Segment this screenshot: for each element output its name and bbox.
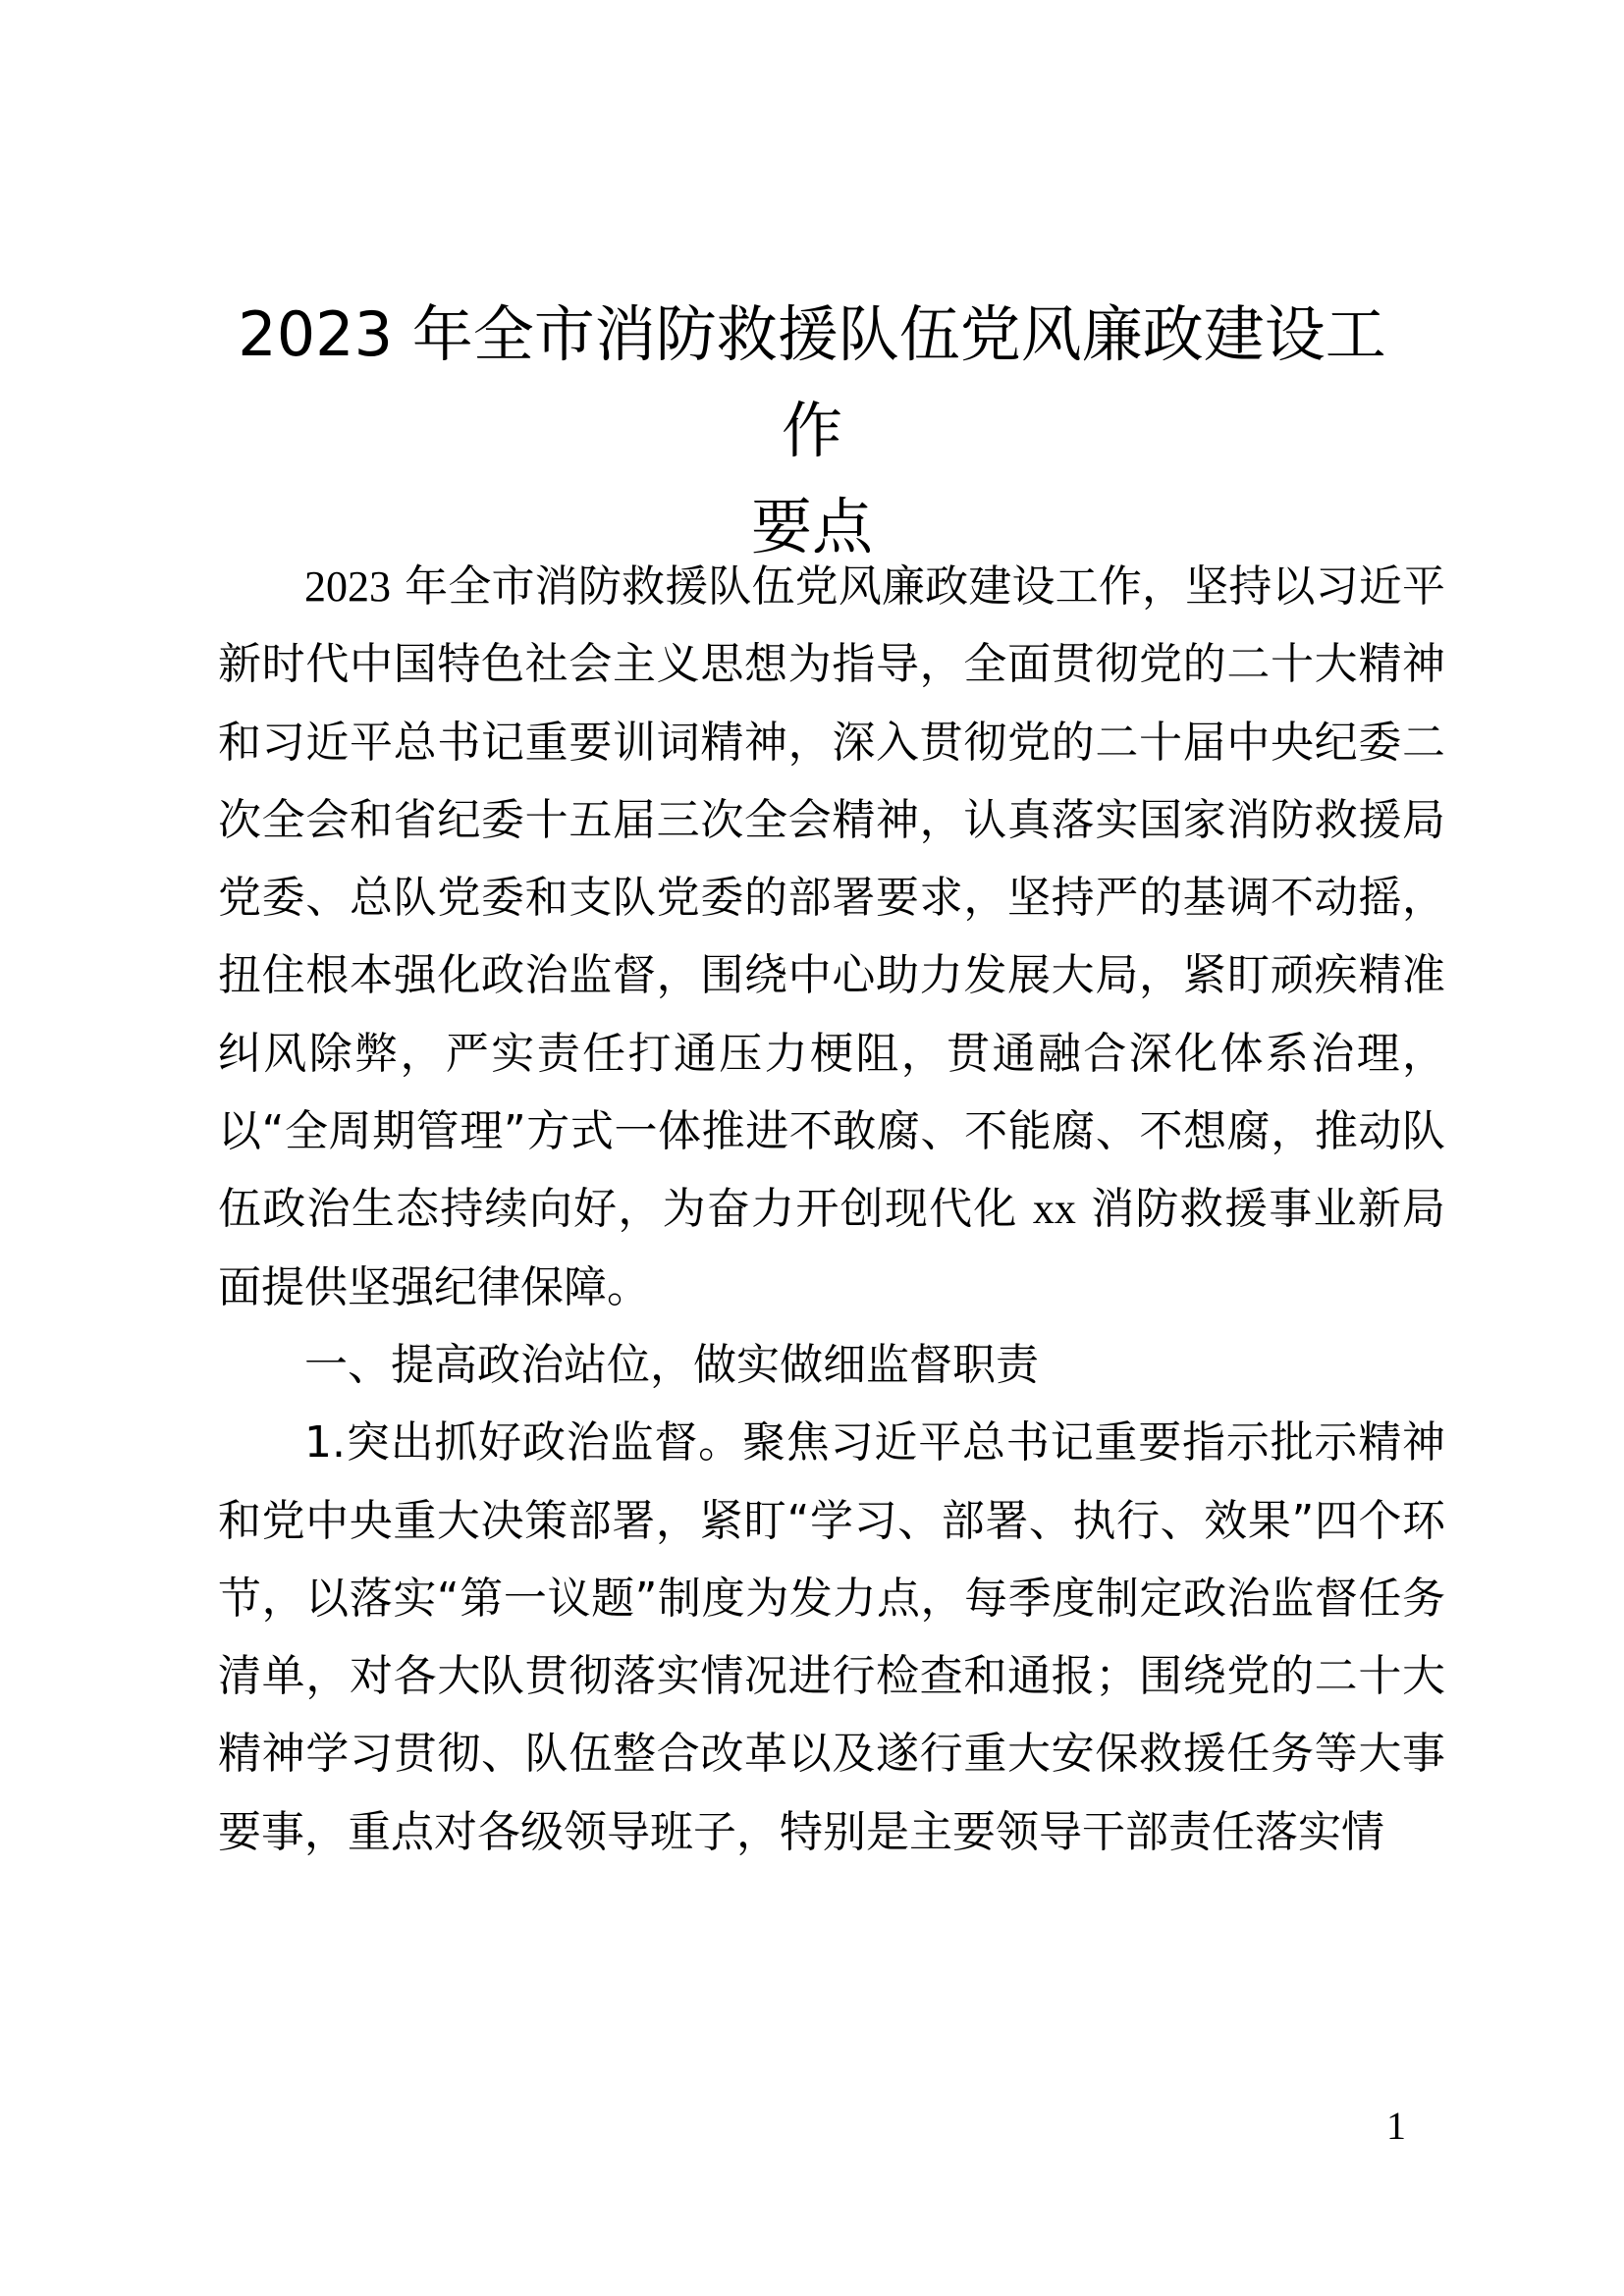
section-heading-1: 一、提高政治站位，做实做细监督职责 [304,1339,1039,1390]
item-paragraph-1: 1.突出抓好政治监督。聚焦习近平总书记重要指示批示精神和党中央重大决策部署，紧盯“学习、部署、执行、效果”四个环节，以落实“第一议题”制度为发力点，每季度制定政治监督任务清单，对各大队贯彻落实情况进行检查和通报；围绕党的二十大精神学习贯彻、队伍整合改革以及遂行重大安保救援任务等大事要事，重点对各级领导班子，特别是主要领导干部责任落实情 [218,1417,1445,1857]
intro-year: 2023 [304,562,391,611]
intro-text: 年全市消防救援队伍党风廉政建设工作，坚持以习近平新时代中国特色社会主义思想为指导，全面贯彻党的二十大精神和习近平总书记重要训词精神，深入贯彻党的二十届中央纪委二次全会和省纪委十五届三次全会精神，认真落实国家消防救援局党委、总队党委和支队党委的部署要求，坚持严的基调不动摇，扭住根本强化政治监督，围绕中心助力发展大局，紧盯顽疾精准纠风除弊，严实责任打通压力梗阻，贯通融合深化体系治理，以“全周期管理”方式一体推进不敢腐、不能腐、不想腐，推动队伍政治生态持续向好，为奋力开创现代化 [218,561,1445,1235]
intro-paragraph [218,548,1445,1326]
document-title [216,287,1408,575]
page-number: 1 [1386,2104,1406,2148]
intro-text-end: 消防救援事业新局面提供坚强纪律保障。 [218,1184,1445,1312]
title-line-1: 2023 年全市消防救援队伍党风廉政建设工作 [238,298,1386,466]
document-body [218,548,1445,1871]
intro-placeholder-code: xx [1032,1185,1076,1234]
title-line-2: 要点 [750,491,873,562]
